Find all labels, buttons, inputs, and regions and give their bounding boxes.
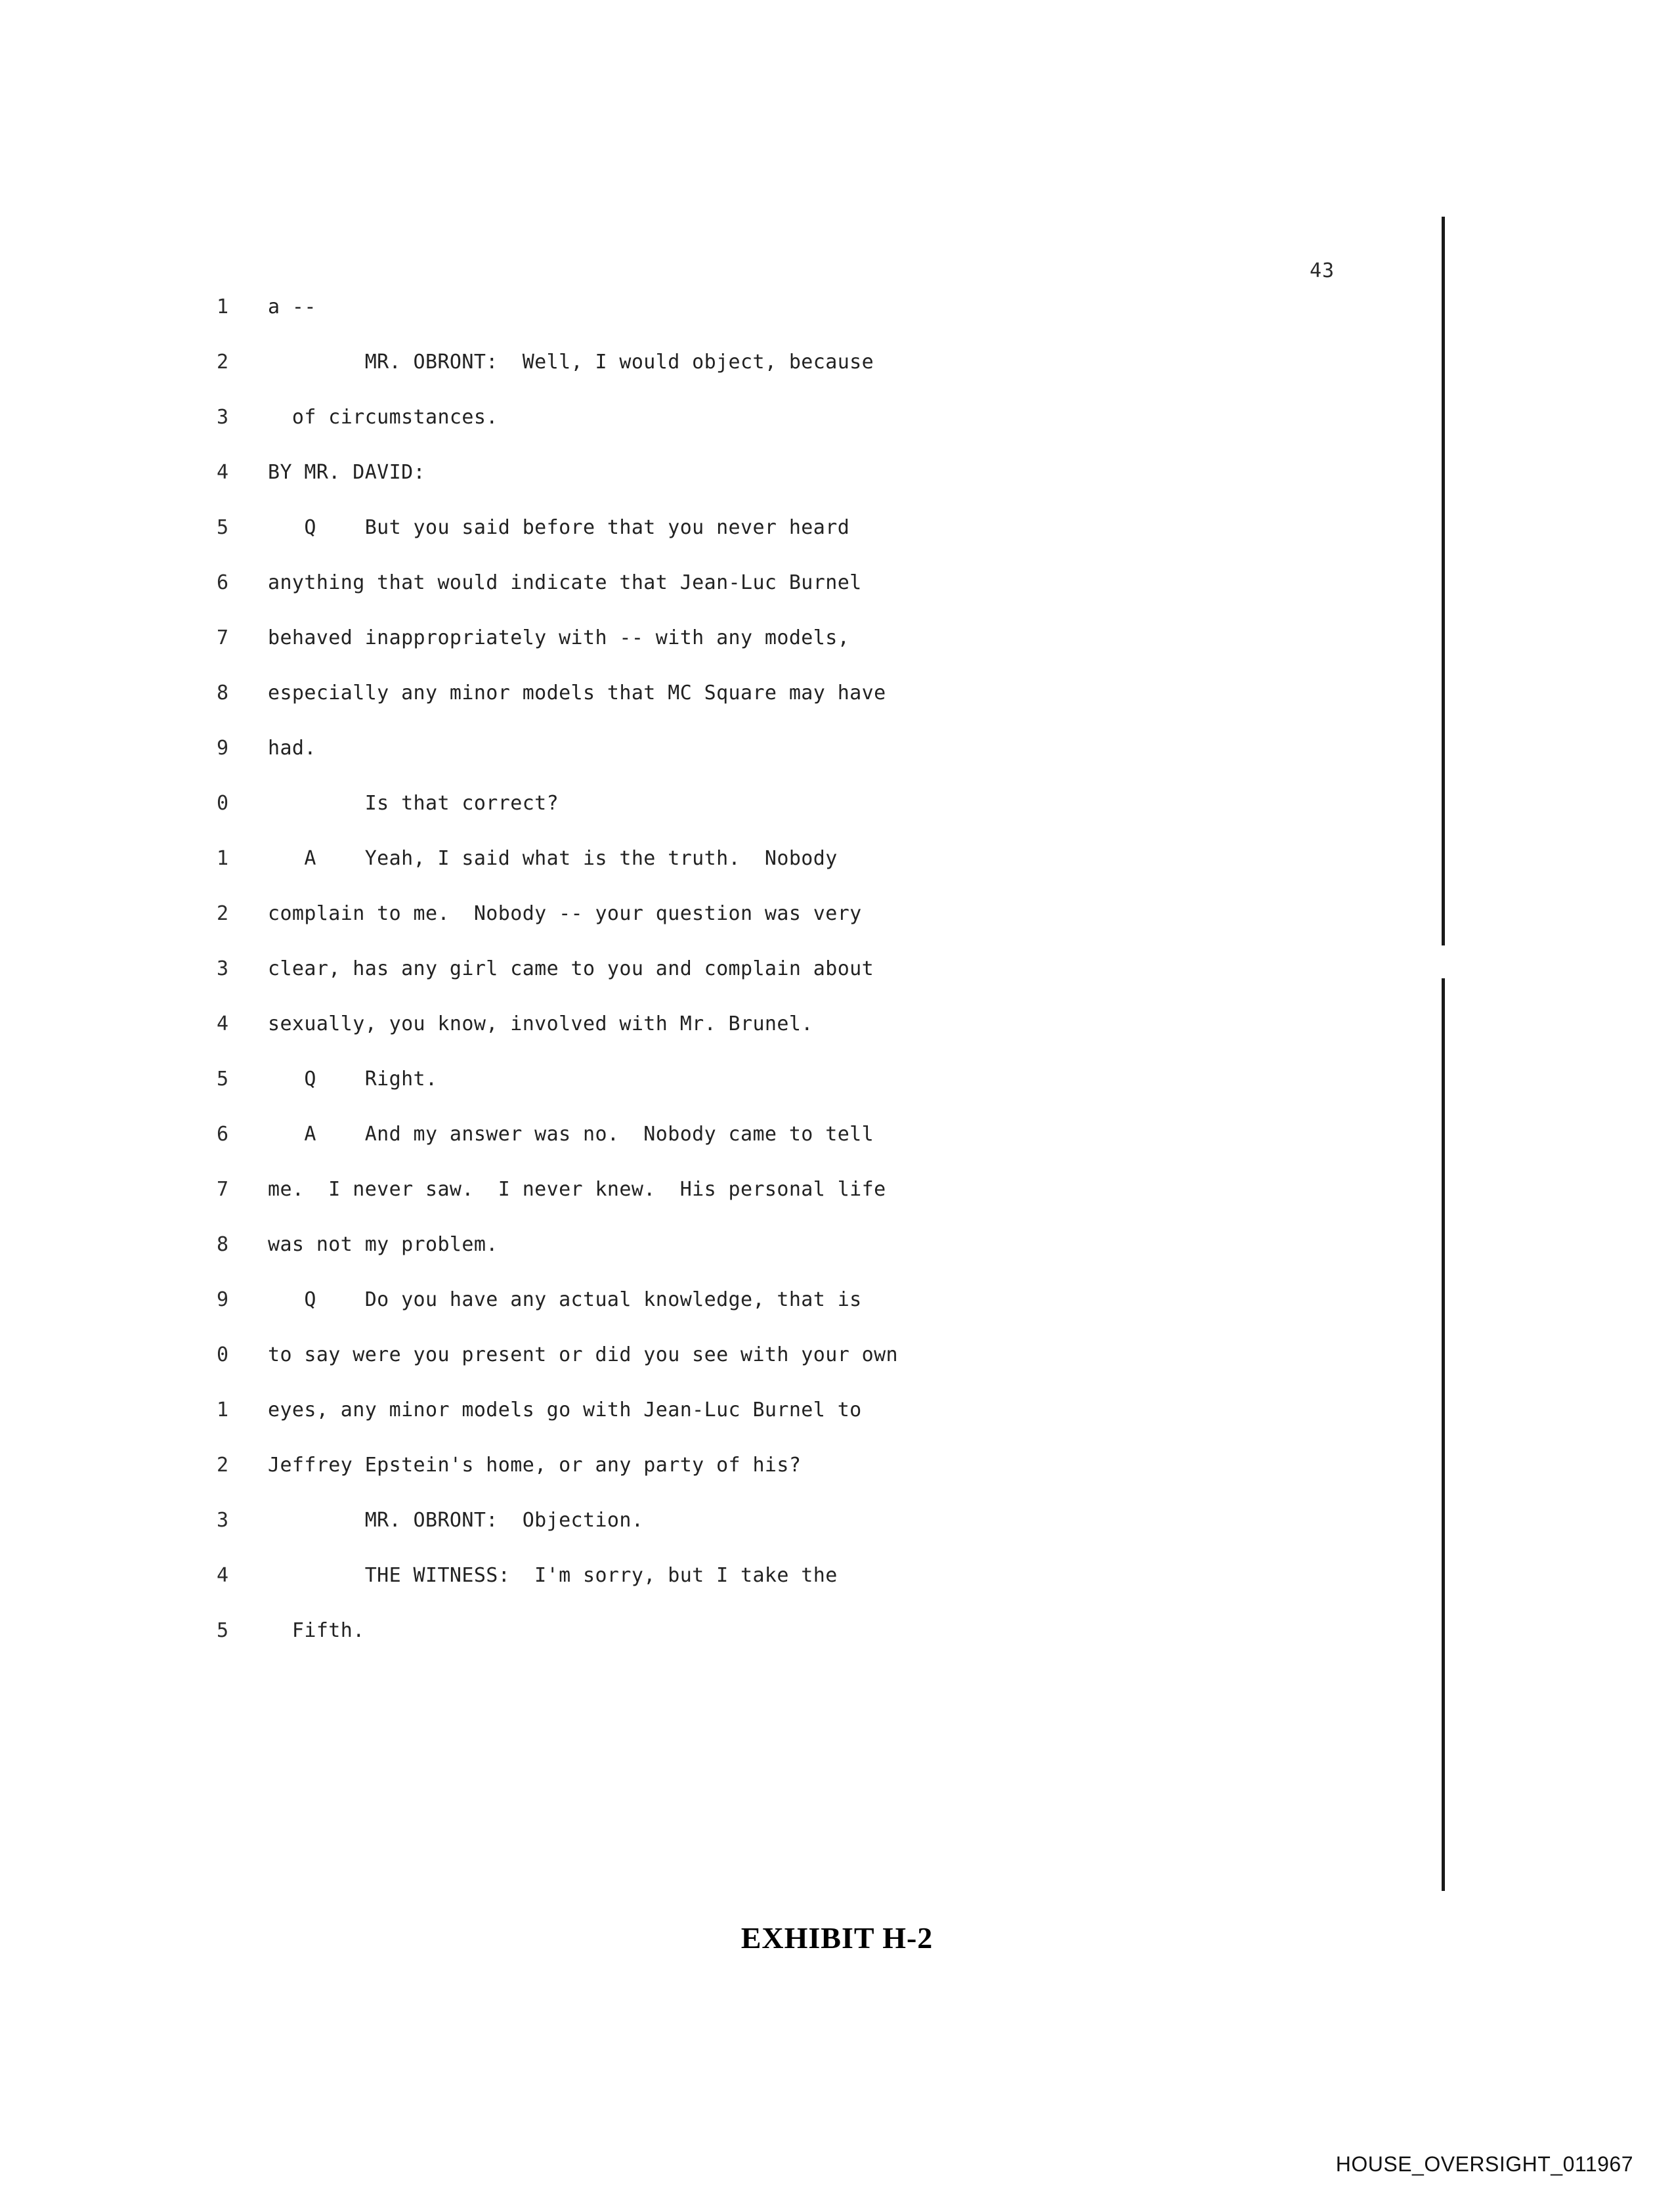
line-text: clear, has any girl came to you and complain about [268, 957, 874, 980]
line-text: especially any minor models that MC Square may have [268, 682, 886, 705]
line-number: 8 [217, 1233, 229, 1256]
transcript-line [217, 1509, 1398, 1564]
line-number: 3 [217, 1509, 229, 1532]
line-number: 4 [217, 1012, 229, 1035]
line-number: 5 [217, 516, 229, 539]
line-text: Q But you said before that you never heard [268, 516, 850, 539]
line-text: A Yeah, I said what is the truth. Nobody [268, 847, 838, 870]
line-text: Fifth. [268, 1619, 365, 1642]
transcript-line [217, 1619, 1398, 1674]
line-text: eyes, any minor models go with Jean-Luc Burnel to [268, 1399, 862, 1421]
transcript-line [217, 1288, 1398, 1343]
line-text: A And my answer was no. Nobody came to tell [268, 1123, 874, 1146]
transcript-line [217, 957, 1398, 1012]
line-text: behaved inappropriately with -- with any models, [268, 626, 850, 649]
transcript-line [217, 1068, 1398, 1123]
line-number: 0 [217, 792, 229, 815]
line-number: 4 [217, 461, 229, 484]
line-text: Q Right. [268, 1068, 438, 1091]
line-text: BY MR. DAVID: [268, 461, 425, 484]
transcript-line [217, 516, 1398, 571]
line-number: 2 [217, 902, 229, 925]
transcript-line [217, 1454, 1398, 1509]
transcript-line [217, 1233, 1398, 1288]
page-number: 43 [1310, 259, 1335, 282]
line-text: of circumstances. [268, 406, 498, 429]
line-text: complain to me. Nobody -- your question was very [268, 902, 862, 925]
line-number: 9 [217, 1288, 229, 1311]
line-text: Jeffrey Epstein's home, or any party of his? [268, 1454, 802, 1477]
right-margin-rule-top [1442, 217, 1445, 945]
transcript-line [217, 1343, 1398, 1399]
line-number: 8 [217, 682, 229, 705]
line-number: 1 [217, 295, 229, 318]
transcript-line [217, 792, 1398, 847]
transcript-body [217, 295, 1398, 1674]
transcript-line [217, 571, 1398, 626]
line-number: 0 [217, 1343, 229, 1366]
line-number: 5 [217, 1068, 229, 1091]
transcript-line [217, 626, 1398, 682]
transcript-line [217, 1564, 1398, 1619]
transcript-line [217, 1012, 1398, 1068]
transcript-line [217, 1178, 1398, 1233]
line-number: 7 [217, 626, 229, 649]
line-number: 1 [217, 1399, 229, 1421]
line-number: 4 [217, 1564, 229, 1587]
transcript-line [217, 351, 1398, 406]
transcript-line [217, 737, 1398, 792]
line-text: Q Do you have any actual knowledge, that is [268, 1288, 862, 1311]
line-text: me. I never saw. I never knew. His personal life [268, 1178, 886, 1201]
transcript-line [217, 406, 1398, 461]
line-text: a -- [268, 295, 316, 318]
transcript-line [217, 847, 1398, 902]
line-text: THE WITNESS: I'm sorry, but I take the [268, 1564, 838, 1587]
line-text: to say were you present or did you see with your own [268, 1343, 898, 1366]
line-number: 6 [217, 1123, 229, 1146]
transcript-line [217, 1399, 1398, 1454]
line-number: 7 [217, 1178, 229, 1201]
line-text: had. [268, 737, 316, 760]
line-text: MR. OBRONT: Well, I would object, because [268, 351, 874, 374]
line-number: 3 [217, 406, 229, 429]
line-text: Is that correct? [268, 792, 559, 815]
transcript-line [217, 682, 1398, 737]
line-text: anything that would indicate that Jean-Luc Burnel [268, 571, 862, 594]
line-text: was not my problem. [268, 1233, 498, 1256]
line-text: MR. OBRONT: Objection. [268, 1509, 644, 1532]
transcript-line [217, 461, 1398, 516]
line-number: 9 [217, 737, 229, 760]
line-number: 6 [217, 571, 229, 594]
right-margin-rule-bottom [1442, 978, 1445, 1891]
transcript-line [217, 902, 1398, 957]
line-number: 5 [217, 1619, 229, 1642]
line-number: 1 [217, 847, 229, 870]
exhibit-label: EXHIBIT H-2 [740, 1921, 934, 1955]
transcript-line [217, 1123, 1398, 1178]
line-text: sexually, you know, involved with Mr. Brunel. [268, 1012, 813, 1035]
line-number: 3 [217, 957, 229, 980]
line-number: 2 [217, 351, 229, 374]
bates-number: HOUSE_OVERSIGHT_011967 [1335, 2152, 1633, 2176]
transcript-line [217, 295, 1398, 351]
line-number: 2 [217, 1454, 229, 1477]
